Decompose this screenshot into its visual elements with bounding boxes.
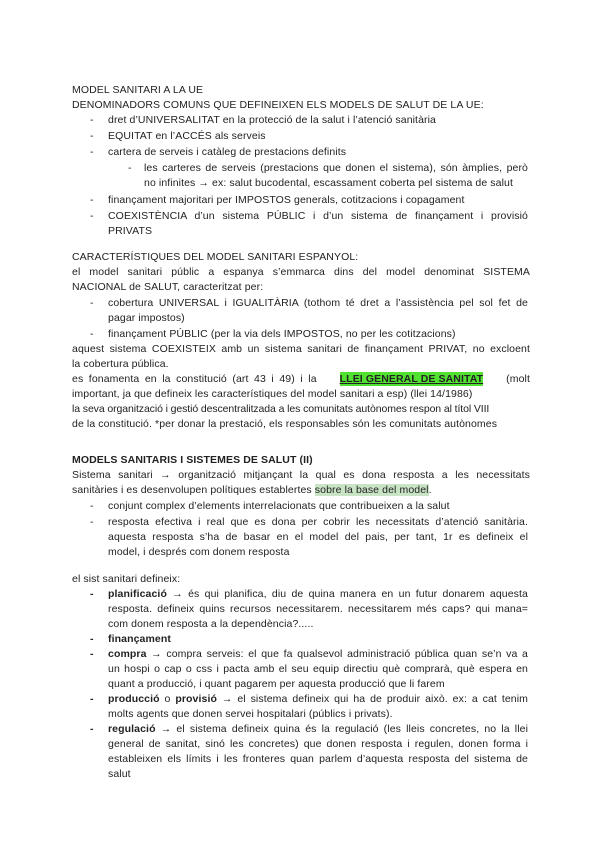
list-item: EQUITAT en l’ACCÉS als serveis <box>108 130 266 142</box>
bullet-dash: - <box>90 297 94 309</box>
bullet-dash: - <box>90 130 94 142</box>
bullet-dash: - <box>128 162 132 174</box>
paragraph: la seva organització i gestió descentralitzada a les comunitats autònomes respon al títol VIII <box>72 403 490 415</box>
bullet-dash: - <box>90 210 94 222</box>
paragraph: el model sanitari públic a espanya s’emmarca dins del model denominat SISTEMA <box>72 266 530 278</box>
list-item: resposta efectiva i real que es dona per cobrir les necessitats d’atenció sanitària. <box>108 516 528 528</box>
list-item-cont: pagar impostos) <box>108 312 185 324</box>
list-item: cartera de serveis i catàleg de prestacions definits <box>108 146 347 158</box>
paragraph: el sist sanitari defineix: <box>72 573 181 585</box>
bullet-dash: - <box>90 633 94 645</box>
paragraph-text: es fonamenta en la constitució (art 43 i 49) i la <box>72 373 317 385</box>
list-item <box>108 587 528 601</box>
paragraph-text: . <box>428 484 432 496</box>
paragraph: de la constitució. *per donar la prestació, els responsables són les comunitats autònomes <box>72 418 498 430</box>
section-title-spain: CARACTERÍSTIQUES DEL MODEL SANITARI ESPANYOL: <box>72 251 359 263</box>
list-item: dret d’UNIVERSALITAT en la protecció de la salut i l’atenció sanitària <box>108 114 436 126</box>
list-item <box>108 692 528 706</box>
paragraph-law <box>72 372 530 386</box>
term-planning: planificació <box>108 588 167 600</box>
term-production: producció <box>108 693 160 705</box>
bullet-dash: - <box>90 114 94 126</box>
bullet-dash: - <box>90 328 94 340</box>
bullet-dash: - <box>90 146 94 158</box>
list-item: COEXISTÈNCIA d’un sistema PÚBLIC i d’un sistema de finançament i provisió <box>108 210 528 222</box>
section-subtitle-eu: DENOMINADORS COMUNS QUE DEFINEIXEN ELS MODELS DE SALUT DE LA UE: <box>72 99 484 111</box>
list-item <box>108 647 528 661</box>
sub-list-item: les carteres de serveis (prestacions que donen el sistema), són àmplies, però <box>144 162 528 174</box>
list-item: cobertura UNIVERSAL i IGUALITÀRIA (tothom té dret a l’assistència pel sol fet de <box>108 297 528 309</box>
list-item-cont: aquesta resposta s’ha de basar en el model del pais, per tant, 1r es defineix el <box>108 531 528 543</box>
paragraph: la cobertura pública. <box>72 358 169 370</box>
bullet-dash: - <box>90 588 94 600</box>
section-title-models: MODELS SANITARIS I SISTEMES DE SALUT (II) <box>72 454 313 466</box>
list-item: conjunt complex d’elements interrelacionats que contribueixen a la salut <box>108 500 450 512</box>
list-item-cont: salut <box>108 768 131 780</box>
highlight-law-name: LLEI GENERAL DE SANITAT <box>339 373 484 385</box>
bullet-dash: - <box>90 516 94 528</box>
term-regulation: regulació <box>108 723 156 735</box>
list-item-text: → compra serveis: el que fa qualsevol administració pública quan se’n va a <box>146 648 528 660</box>
list-item <box>108 722 528 736</box>
list-item-text: → el sistema defineix qui ha de produir això. ex: a cat tenim <box>217 693 528 705</box>
list-item-cont: com donem resposta a la dependència?..... <box>108 618 314 630</box>
paragraph: NACIONAL de SALUT, caracteritzat per: <box>72 281 264 293</box>
bullet-dash: - <box>90 723 94 735</box>
bullet-dash: - <box>90 693 94 705</box>
paragraph: Sistema sanitari → organització mitjançant la qual es dona resposta a les necessitats <box>72 469 530 481</box>
list-item-cont: molts agents que donen servei hospitalari (públics i privats). <box>108 708 393 720</box>
list-item-text: → és qui planifica, diu de quina manera en un futur donarem aquesta <box>166 588 528 600</box>
list-item-text: o <box>159 693 176 705</box>
bullet-dash: - <box>90 194 94 206</box>
list-item: finançament majoritari per IMPOSTOS generals, cotitzacions i copagament <box>108 194 465 206</box>
bullet-dash: - <box>90 500 94 512</box>
bullet-dash: - <box>90 648 94 660</box>
list-item-cont: quant a producció, i quant pagarem per aquesta producció que li farem <box>108 678 445 690</box>
paragraph: aquest sistema COEXISTEIX amb un sistema sanitari de finançament PRIVAT, no excloent <box>72 343 530 355</box>
paragraph-text: sanitàries i es desenvolupen polítiques establertes <box>72 484 312 496</box>
paragraph: important, ja que defineix les característiques del model sanitari a esp) (llei 14/1986) <box>72 388 473 400</box>
term-purchase: compra <box>108 648 147 660</box>
list-item-cont: un hospi o cap o css i pacta amb el seu equip directiu què comprarà, què espera en <box>108 663 528 675</box>
list-item-cont: PRIVATS <box>108 225 153 237</box>
highlight-phrase: sobre la base del model <box>314 484 429 496</box>
list-item-cont: estableixen els límits i les fronteres quan parlem d’aquesta resposta del sistema de <box>108 753 528 765</box>
sub-list-item-cont: no infinites → ex: salut bucodental, escassament coberta pel sistema de salut <box>144 177 513 189</box>
list-item-cont: model, i després com donem resposta <box>108 546 290 558</box>
list-item-text: → el sistema defineix quina és la regulació (les lleis concretes, no la llei <box>155 723 528 735</box>
paragraph <box>72 483 530 497</box>
paragraph-text: (molt <box>506 373 530 385</box>
list-item-cont: general de sanitat, sinó les concretes) que donen resposta i regulen, donen forma i <box>108 738 528 750</box>
section-title-eu: MODEL SANITARI A LA UE <box>72 84 204 96</box>
term-provision: provisió <box>175 693 217 705</box>
list-item: finançament PÚBLIC (per la via dels IMPOSTOS, no per les cotitzacions) <box>108 328 456 340</box>
term-financing: finançament <box>108 633 171 645</box>
list-item-cont: resposta. defineix quins recursos necessitarem. necessitarem més caps? qui mana= <box>108 603 528 615</box>
